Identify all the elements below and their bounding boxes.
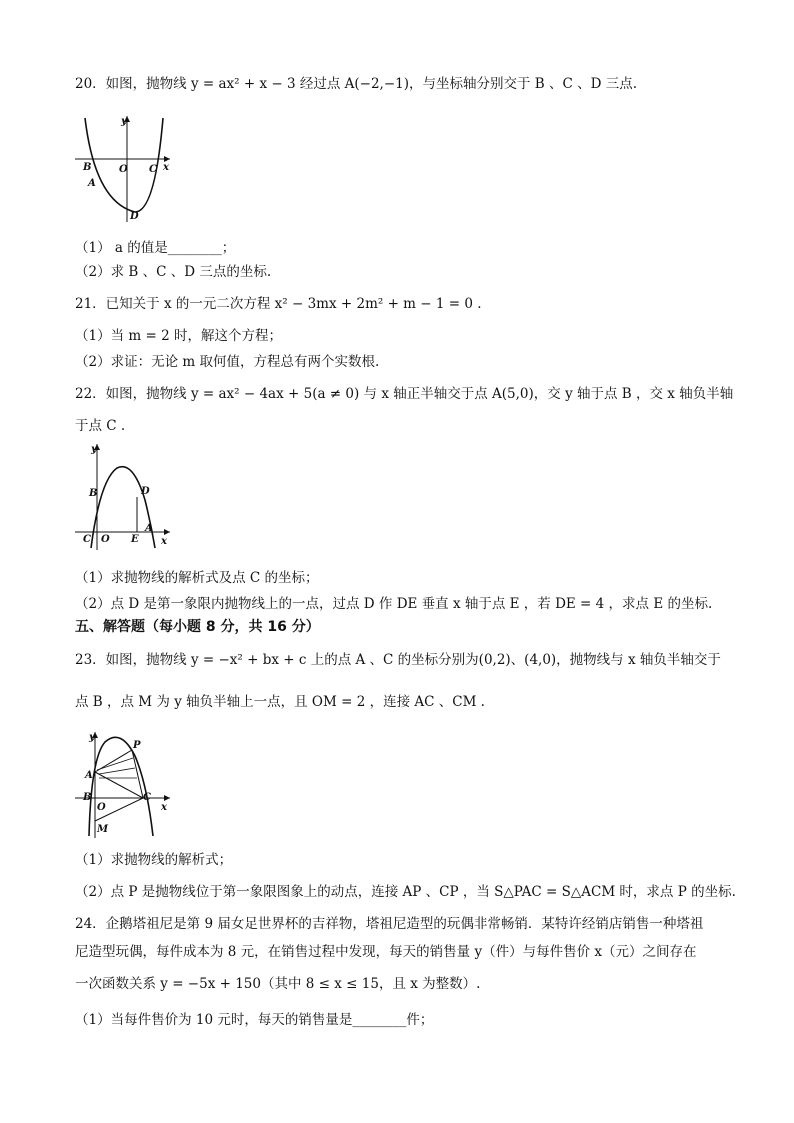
q20-label-A: A: [88, 178, 96, 189]
q23-label-C: C: [143, 792, 151, 803]
q20-label-O: O: [119, 164, 128, 175]
q23-label-P: P: [133, 740, 141, 751]
q20-sub2: （2）求 B 、C 、D 三点的坐标.: [75, 264, 272, 280]
q22-figure: [75, 440, 175, 552]
q20-label-B: B: [83, 162, 92, 173]
q22-label-C: C: [83, 534, 91, 545]
q23-label-A: A: [85, 770, 93, 781]
q23-label-y: y: [89, 732, 95, 743]
q21-stem: 21．已知关于 x 的一元二次方程 x² − 3mx + 2m² + m − 1 = 0 .: [75, 296, 482, 312]
q21-sub2: （2）求证：无论 m 取何值，方程总有两个实数根.: [75, 354, 380, 370]
section5-heading: 五、解答题（每小题 8 分，共 16 分）: [75, 619, 320, 635]
q22-label-O: O: [101, 534, 110, 545]
q23-sub2: （2）点 P 是抛物线位于第一象限图象上的动点，连接 AP 、CP ，当 S△PAC = S△ACM 时，求点 P 的坐标.: [75, 884, 736, 900]
q20-label-x: x: [163, 162, 169, 173]
q24-stem-line2: 尼造型玩偶，每件成本为 8 元，在销售过程中发现，每天的销售量 y（件）与每件售价 x（元）之间存在: [75, 944, 697, 960]
q23-label-x: x: [161, 802, 167, 813]
q22-label-D: D: [141, 486, 150, 497]
q22-stem-line2: 于点 C .: [75, 418, 126, 434]
q23-stem-line1: 23．如图，抛物线 y = −x² + bx + c 上的点 A 、C 的坐标分别为(0,2)、(4,0)，抛物线与 x 轴负半轴交于: [75, 652, 721, 668]
q20-sub1: （1） a 的值是________；: [75, 240, 236, 256]
q23-label-M: M: [97, 824, 109, 835]
q23-label-B: B: [83, 792, 92, 803]
q23-label-O: O: [97, 802, 106, 813]
q24-sub1: （1）当每件售价为 10 元时，每天的销售量是________件；: [75, 1012, 434, 1028]
q22-label-B: B: [89, 488, 98, 499]
q22-label-E: E: [131, 534, 139, 545]
q22-sub2: （2）点 D 是第一象限内抛物线上的一点，过点 D 作 DE 垂直 x 轴于点 E ，若 DE = 4 ，求点 E 的坐标.: [75, 596, 713, 612]
q22-label-y: y: [91, 444, 97, 455]
q22-stem-line1: 22．如图，抛物线 y = ax² − 4ax + 5(a ≠ 0) 与 x 轴正半轴交于点 A(5,0)，交 y 轴于点 B ，交 x 轴负半轴: [75, 386, 734, 402]
q23-stem-line2: 点 B ，点 M 为 y 轴负半轴上一点，且 OM = 2 ，连接 AC 、CM .: [75, 694, 485, 710]
q24-stem-line3: 一次函数关系 y = −5x + 150（其中 8 ≤ x ≤ 15，且 x 为整数）.: [75, 976, 481, 992]
q24-stem-line1: 24．企鹅塔祖尼是第 9 届女足世界杯的吉祥物，塔祖尼造型的玩偶非常畅销．某特许经销店销售一种塔祖: [75, 916, 704, 932]
q20-figure: [75, 112, 175, 224]
q20-label-C: C: [149, 164, 157, 175]
q20-stem: 20．如图，抛物线 y = ax² + x − 3 经过点 A(−2,−1)，与坐标轴分别交于 B 、C 、D 三点.: [75, 76, 638, 92]
q22-label-x: x: [161, 536, 167, 547]
q23-sub1: （1）求抛物线的解析式；: [75, 852, 233, 868]
q23-figure: [75, 728, 175, 840]
q22-sub1: （1）求抛物线的解析式及点 C 的坐标；: [75, 570, 319, 586]
q22-label-A: A: [145, 523, 153, 534]
q20-label-y: y: [121, 116, 127, 127]
q21-sub1: （1）当 m = 2 时，解这个方程；: [75, 328, 282, 344]
q20-label-D: D: [130, 211, 139, 222]
